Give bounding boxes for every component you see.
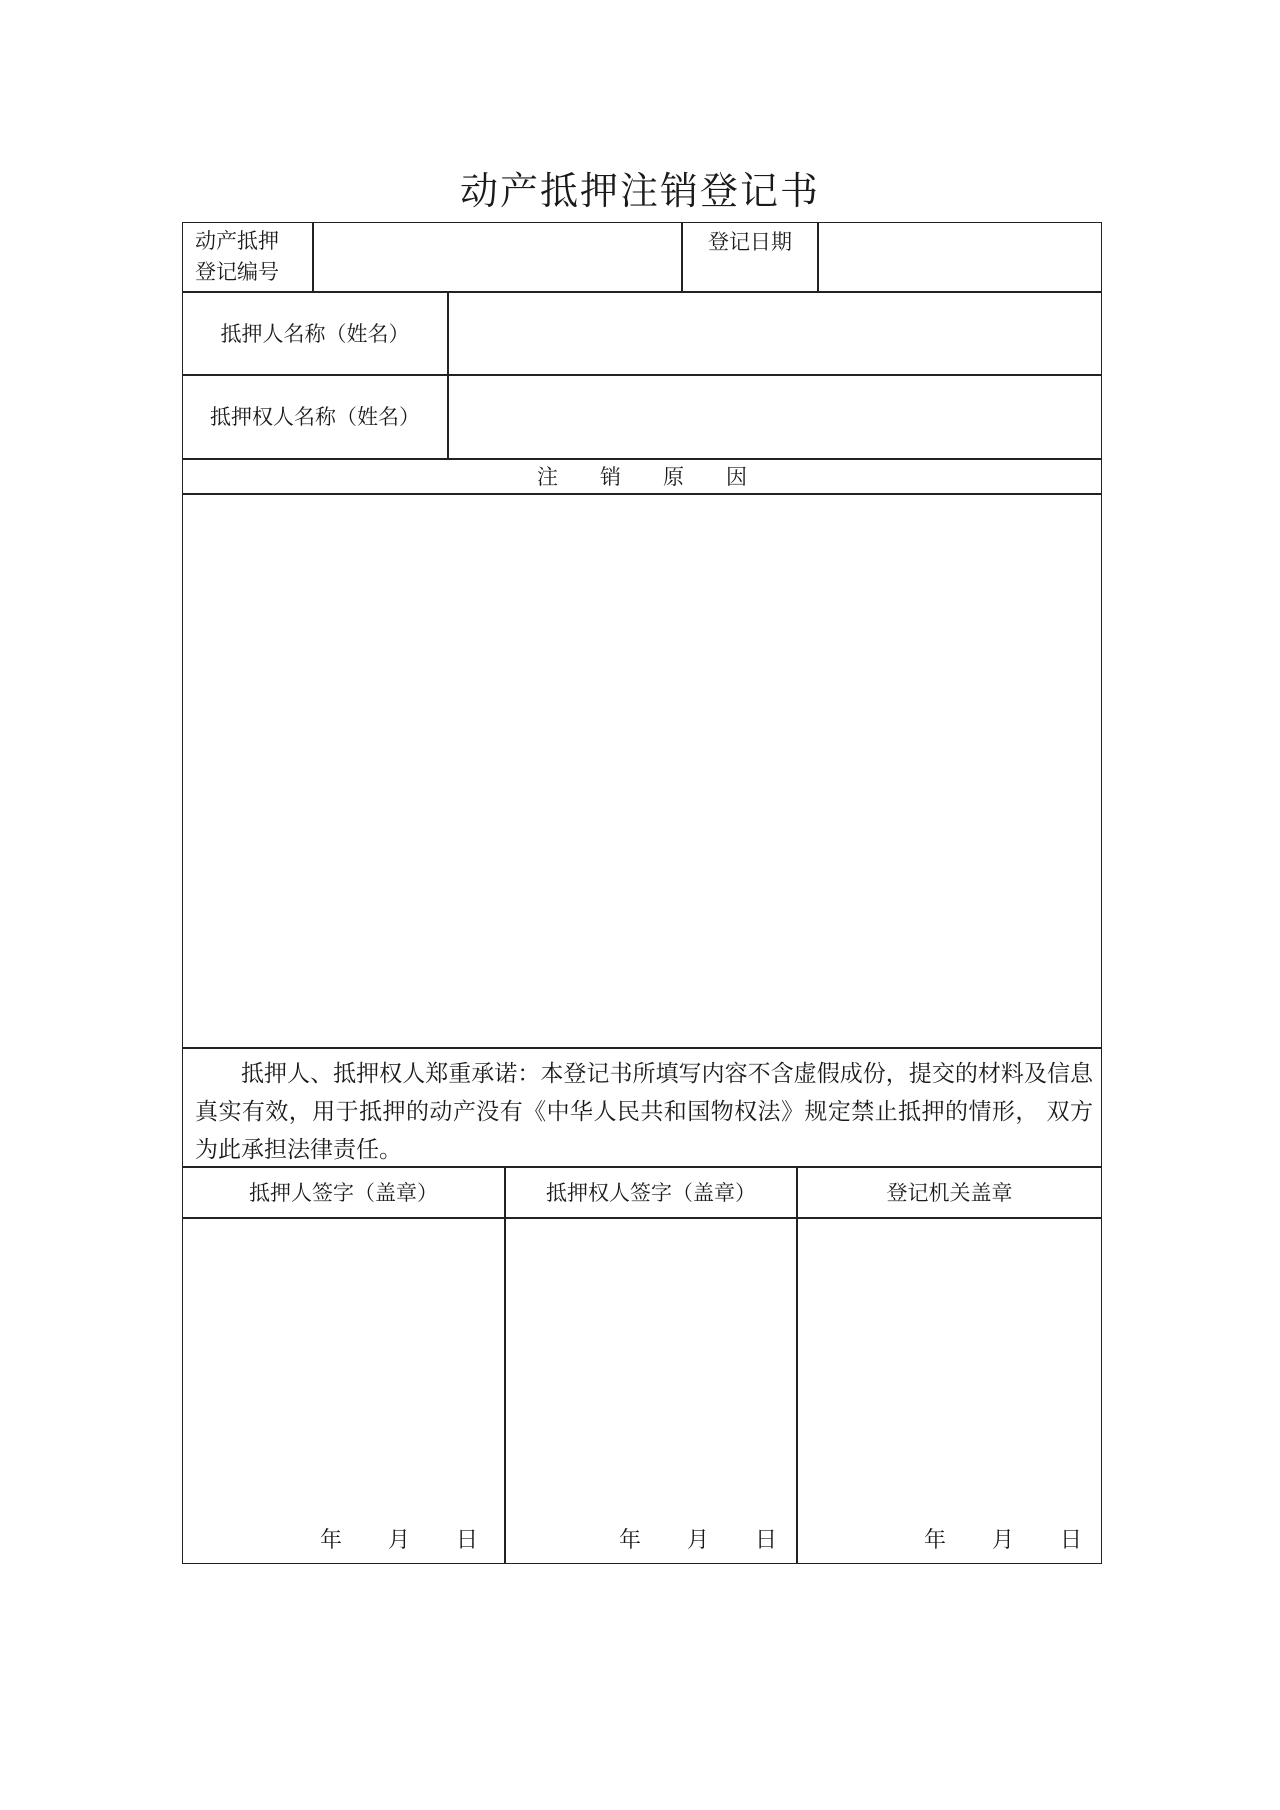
date-year: 年 (924, 1528, 947, 1553)
date-year: 年 (320, 1528, 343, 1553)
form-table (182, 222, 1102, 1564)
mortgagor-label: 抵押人名称（姓名） (220, 321, 410, 346)
date-year: 年 (619, 1528, 642, 1553)
reason-header-char: 因 (726, 464, 747, 489)
mortgagor-sign-date (320, 1525, 478, 1557)
reg-no-field[interactable] (314, 223, 680, 291)
reg-date-field[interactable] (819, 223, 1101, 291)
reg-date-label: 登记日期 (708, 230, 792, 254)
date-day: 日 (1060, 1528, 1083, 1553)
reason-header-char: 注 (537, 464, 558, 489)
reg-no-label-line2: 登记编号 (195, 260, 279, 284)
date-day: 日 (456, 1528, 479, 1553)
date-month: 月 (388, 1528, 411, 1553)
mortgagor-field[interactable] (449, 293, 1101, 374)
mortgagee-field[interactable] (449, 376, 1101, 458)
mortgagee-label: 抵押权人名称（姓名） (210, 405, 420, 429)
commitment-statement: 抵押人、抵押权人郑重承诺：本登记书所填写内容不含虚假成份，提交的材料及信息真实有效，用于抵押的动产没有《中华人民共和国物权法》规定禁止抵押的情形， 双方为此承担法律责任。 (195, 1061, 1093, 1163)
row-divider (183, 1047, 1101, 1049)
authority-seal-date (924, 1525, 1082, 1557)
reg-no-label (195, 226, 310, 290)
cancel-reason-header (183, 460, 1101, 493)
reg-no-label-line1: 动产抵押 (195, 229, 279, 253)
authority-seal-area[interactable] (798, 1219, 1101, 1563)
mortgagee-sign-label: 抵押权人签字（盖章） (546, 1180, 756, 1205)
document-title: 动产抵押注销登记书 (459, 169, 820, 213)
reason-header-char: 原 (663, 464, 684, 489)
mortgagee-sign-date (619, 1525, 777, 1557)
mortgagor-sign-area[interactable] (183, 1219, 504, 1563)
cancel-reason-field[interactable] (183, 495, 1101, 1047)
date-day: 日 (755, 1528, 778, 1553)
date-month: 月 (687, 1528, 710, 1553)
mortgagee-sign-area[interactable] (506, 1219, 796, 1563)
authority-seal-label: 登记机关盖章 (886, 1180, 1013, 1205)
reason-header-char: 销 (600, 464, 621, 489)
date-month: 月 (992, 1528, 1015, 1553)
mortgagor-sign-label: 抵押人签字（盖章） (249, 1180, 438, 1205)
